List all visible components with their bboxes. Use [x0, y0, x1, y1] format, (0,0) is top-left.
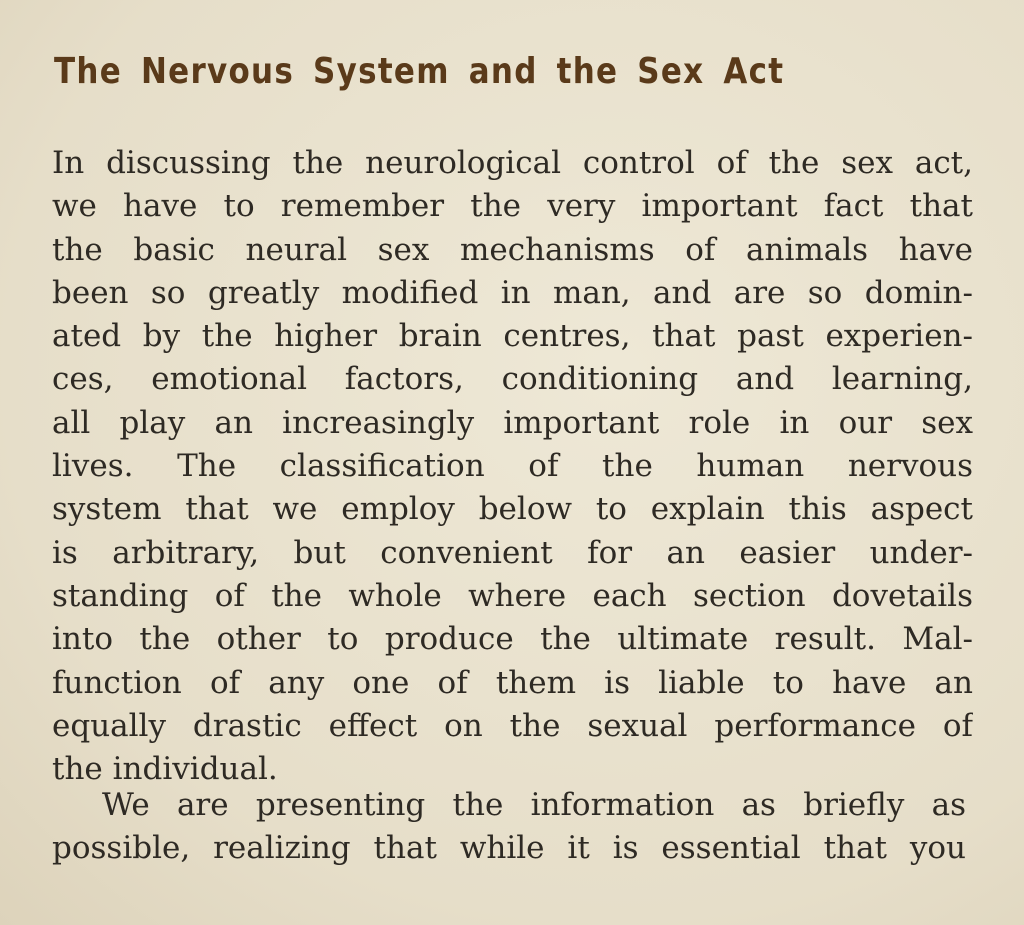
- paragraph-1: [52, 142, 973, 791]
- text-line: system that we employ below to explain this aspect: [52, 491, 973, 528]
- text-line: the individual.: [52, 751, 278, 788]
- text-line: all play an increasingly important role in our sex: [52, 404, 973, 441]
- text-line: We are presenting the information as briefly as: [102, 787, 966, 823]
- text-line: standing of the whole where each section dovetails: [52, 577, 973, 614]
- text-line: been so greatly modified in man, and are so domin-: [52, 274, 973, 311]
- section-heading: The Nervous System and the Sex Act: [54, 51, 785, 92]
- text-line: In discussing the neurological control of the sex act,: [52, 145, 973, 181]
- text-line: the basic neural sex mechanisms of animals have: [52, 231, 973, 268]
- text-line: possible, realizing that while it is essential that you: [52, 830, 966, 867]
- text-line: is arbitrary, but convenient for an easier under-: [52, 534, 973, 571]
- text-line: we have to remember the very important fact that: [52, 188, 973, 225]
- paragraph-2: [52, 784, 966, 871]
- text-line: function of any one of them is liable to have an: [52, 664, 973, 701]
- text-line: ces, emotional factors, conditioning and learning,: [52, 361, 973, 398]
- text-line: ated by the higher brain centres, that past experien-: [52, 318, 973, 355]
- text-line: equally drastic effect on the sexual performance of: [52, 707, 973, 744]
- text-line: lives. The classification of the human nervous: [52, 448, 973, 485]
- text-line: into the other to produce the ultimate result. Mal-: [52, 621, 973, 658]
